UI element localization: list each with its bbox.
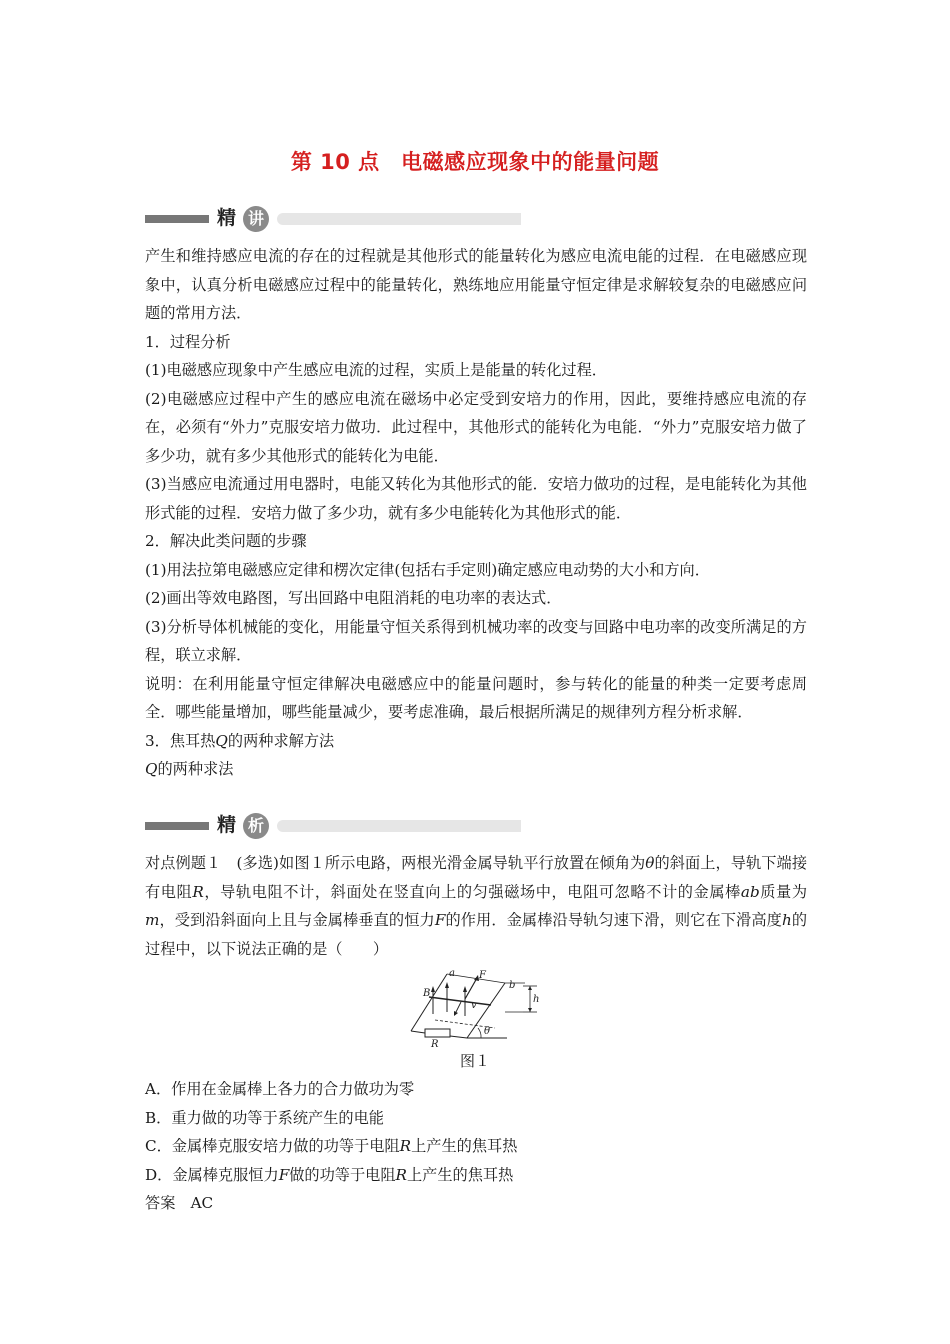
svg-text:b: b [509, 980, 516, 991]
figure-caption: 图１ [459, 1052, 490, 1070]
svg-text:θ: θ [484, 1026, 491, 1037]
section-banner-jingxi [145, 811, 521, 841]
section-heading: 3．焦耳热Q的两种求解方法 [145, 731, 335, 750]
page-title: 第 10 点 电磁感应现象中的能量问题 [290, 150, 660, 174]
banner-circle-badge: 讲 [243, 206, 269, 232]
intro-paragraph: 产生和维持感应电流的存在的过程就是其他形式的能量转化为感应电流电能的过程．在电磁感应现象中，认真分析电磁感应过程中的能量转化，熟练地应用能量守恒定律是求解较复杂的电磁感应问题的常用方法． [145, 247, 807, 322]
section-heading: 2．解决此类问题的步骤 [145, 532, 307, 550]
option-d: D．金属棒克服恒力F做的功等于电阻R上产生的焦耳热 [145, 1165, 514, 1184]
answer-options [145, 1075, 807, 1218]
paragraph: (1)用法拉第电磁感应定律和楞次定律(包括右手定则)确定感应电动势的大小和方向． [145, 560, 710, 579]
section-banner-jingjiang [145, 204, 521, 234]
answer-line: 答案 AC [145, 1194, 214, 1212]
option-a: A．作用在金属棒上各力的合力做功为零 [145, 1080, 415, 1098]
resistor-symbol [425, 1029, 450, 1037]
problem-statement: 对点例题１ (多选)如图１所示电路，两根光滑金属导轨平行放置在倾角为θ的斜面上，导轨下端接有电阻R，导轨电阻不计，斜面处在竖直向上的匀强磁场中，电阻可忽略不计的金属棒ab质量为m，受到沿斜面向上且与金属棒垂直的恒力F的作用．金属棒沿导轨匀速下滑，则它在下滑高度h的过程中，以下说法正确的是（ ） [145, 854, 808, 958]
banner-label: 精 [217, 207, 237, 229]
section-heading: 1．过程分析 [145, 332, 231, 351]
svg-text:F: F [479, 970, 486, 981]
incline-rails-figure [405, 968, 545, 1048]
note-paragraph: 说明：在利用能量守恒定律解决电磁感应中的能量问题时，参与转化的能量的种类一定要考虑周全．哪些能量增加，哪些能量减少，要考虑准确，最后根据所满足的规律列方程分析求解． [145, 674, 807, 721]
banner-light-bar [277, 213, 521, 225]
svg-text:h: h [533, 994, 540, 1005]
svg-text:a: a [449, 968, 455, 979]
svg-text:v: v [471, 1000, 477, 1011]
banner-circle-badge: 析 [243, 813, 269, 839]
paragraph: (2)画出等效电路图，写出回路中电阻消耗的电功率的表达式． [145, 589, 562, 607]
banner-dark-bar [145, 215, 209, 223]
banner-light-bar [277, 820, 521, 832]
option-b: B．重力做的功等于系统产生的电能 [145, 1108, 384, 1127]
paragraph: (1)电磁感应现象中产生感应电流的过程，实质上是能量的转化过程． [145, 361, 607, 379]
banner-label: 精 [217, 814, 237, 836]
paragraph: (2)电磁感应过程中产生的感应电流在磁场中必定受到安培力的作用，因此，要维持感应电流的存在，必须有“外力”克服安培力做功．此过程中，其他形式的能转化为电能．“外力”克服安培力做了多少功，就有多少其他形式的能转化为电能． [145, 389, 807, 465]
paragraph: (3)当感应电流通过用电器时，电能又转化为其他形式的能．安培力做功的过程，是电能转化为其他形式能的过程．安培力做了多少功，就有多少电能转化为其他形式的能． [145, 475, 807, 522]
banner-dark-bar [145, 822, 209, 830]
paragraph: Q的两种求法 [145, 760, 234, 778]
paragraph: (3)分析导体机械能的变化，用能量守恒关系得到机械功率的改变与回路中电功率的改变所满足的方程，联立求解． [145, 617, 807, 664]
svg-text:R: R [431, 1039, 439, 1048]
svg-text:B: B [423, 988, 431, 999]
lecture-body [145, 242, 807, 784]
option-c: C．金属棒克服安培力做的功等于电阻R上产生的焦耳热 [145, 1137, 518, 1155]
example-problem [145, 849, 807, 963]
